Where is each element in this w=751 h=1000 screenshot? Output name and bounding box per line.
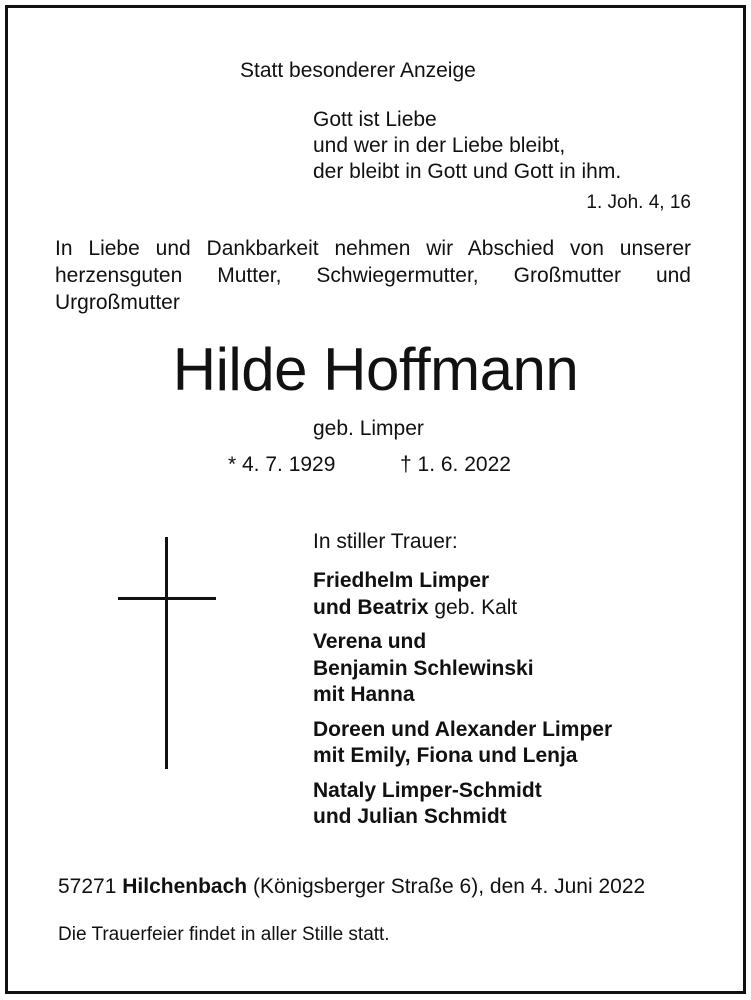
mourner-name: Friedhelm Limper	[313, 569, 490, 592]
mourner-line	[313, 804, 612, 831]
mourner-line	[313, 568, 612, 595]
mourner-name: Benjamin Schlewinski	[313, 656, 534, 680]
mourner-name: Doreen und Alexander Limper	[313, 717, 613, 741]
mourner-line	[313, 717, 612, 744]
address-street: (Königsberger Straße 6), den 4. Juni 2022	[247, 875, 646, 898]
maiden-name: geb. Limper	[313, 417, 424, 440]
deceased-name: Hilde Hoffmann	[172, 336, 579, 403]
mourner-group	[313, 629, 612, 709]
verse-line: der bleibt in Gott und Gott in ihm.	[313, 160, 622, 183]
address-line	[58, 873, 645, 901]
verse-reference: 1. Joh. 4, 16	[586, 192, 691, 213]
address-zip: 57271	[58, 875, 117, 898]
mourner-line	[313, 595, 612, 622]
mourner-name: Nataly Limper-Schmidt	[313, 778, 542, 802]
mourner-name: mit Hanna	[313, 683, 415, 706]
verse-line: und wer in der Liebe bleibt,	[313, 134, 566, 157]
notice-heading: Statt besonderer Anzeige	[240, 59, 476, 82]
mourner-name: und Julian Schmidt	[313, 805, 507, 828]
ceremony-note: Die Trauerfeier findet in aller Stille statt.	[58, 924, 390, 945]
mourning-label: In stiller Trauer:	[313, 530, 458, 553]
verse-line: Gott ist Liebe	[313, 108, 437, 131]
mourner-extra: geb. Kalt	[428, 595, 518, 619]
mourner-line	[313, 656, 612, 683]
mourner-group	[313, 778, 612, 831]
mourner-line	[313, 682, 612, 709]
mourner-line	[313, 778, 612, 805]
bible-verse	[313, 107, 621, 185]
mourner-group	[313, 568, 612, 621]
cross-icon	[165, 537, 168, 769]
mourner-name: Verena und	[313, 630, 427, 653]
address-city: Hilchenbach	[122, 875, 248, 898]
mourners-list	[313, 568, 612, 839]
mourner-name: und Beatrix	[313, 595, 429, 619]
mourner-group	[313, 717, 612, 770]
mourner-line	[313, 743, 612, 770]
death-date: † 1. 6. 2022	[400, 453, 511, 476]
mourner-name: mit Emily, Fiona und Lenja	[313, 744, 578, 767]
birth-date: * 4. 7. 1929	[228, 453, 336, 476]
mourner-line	[313, 629, 612, 656]
cross-icon-bar	[118, 597, 216, 600]
intro-text: In Liebe und Dankbarkeit nehmen wir Abschied von unserer herzensguten Mutter, Schwiegermutter, Großmutter und Urgroßmutter	[55, 237, 691, 314]
